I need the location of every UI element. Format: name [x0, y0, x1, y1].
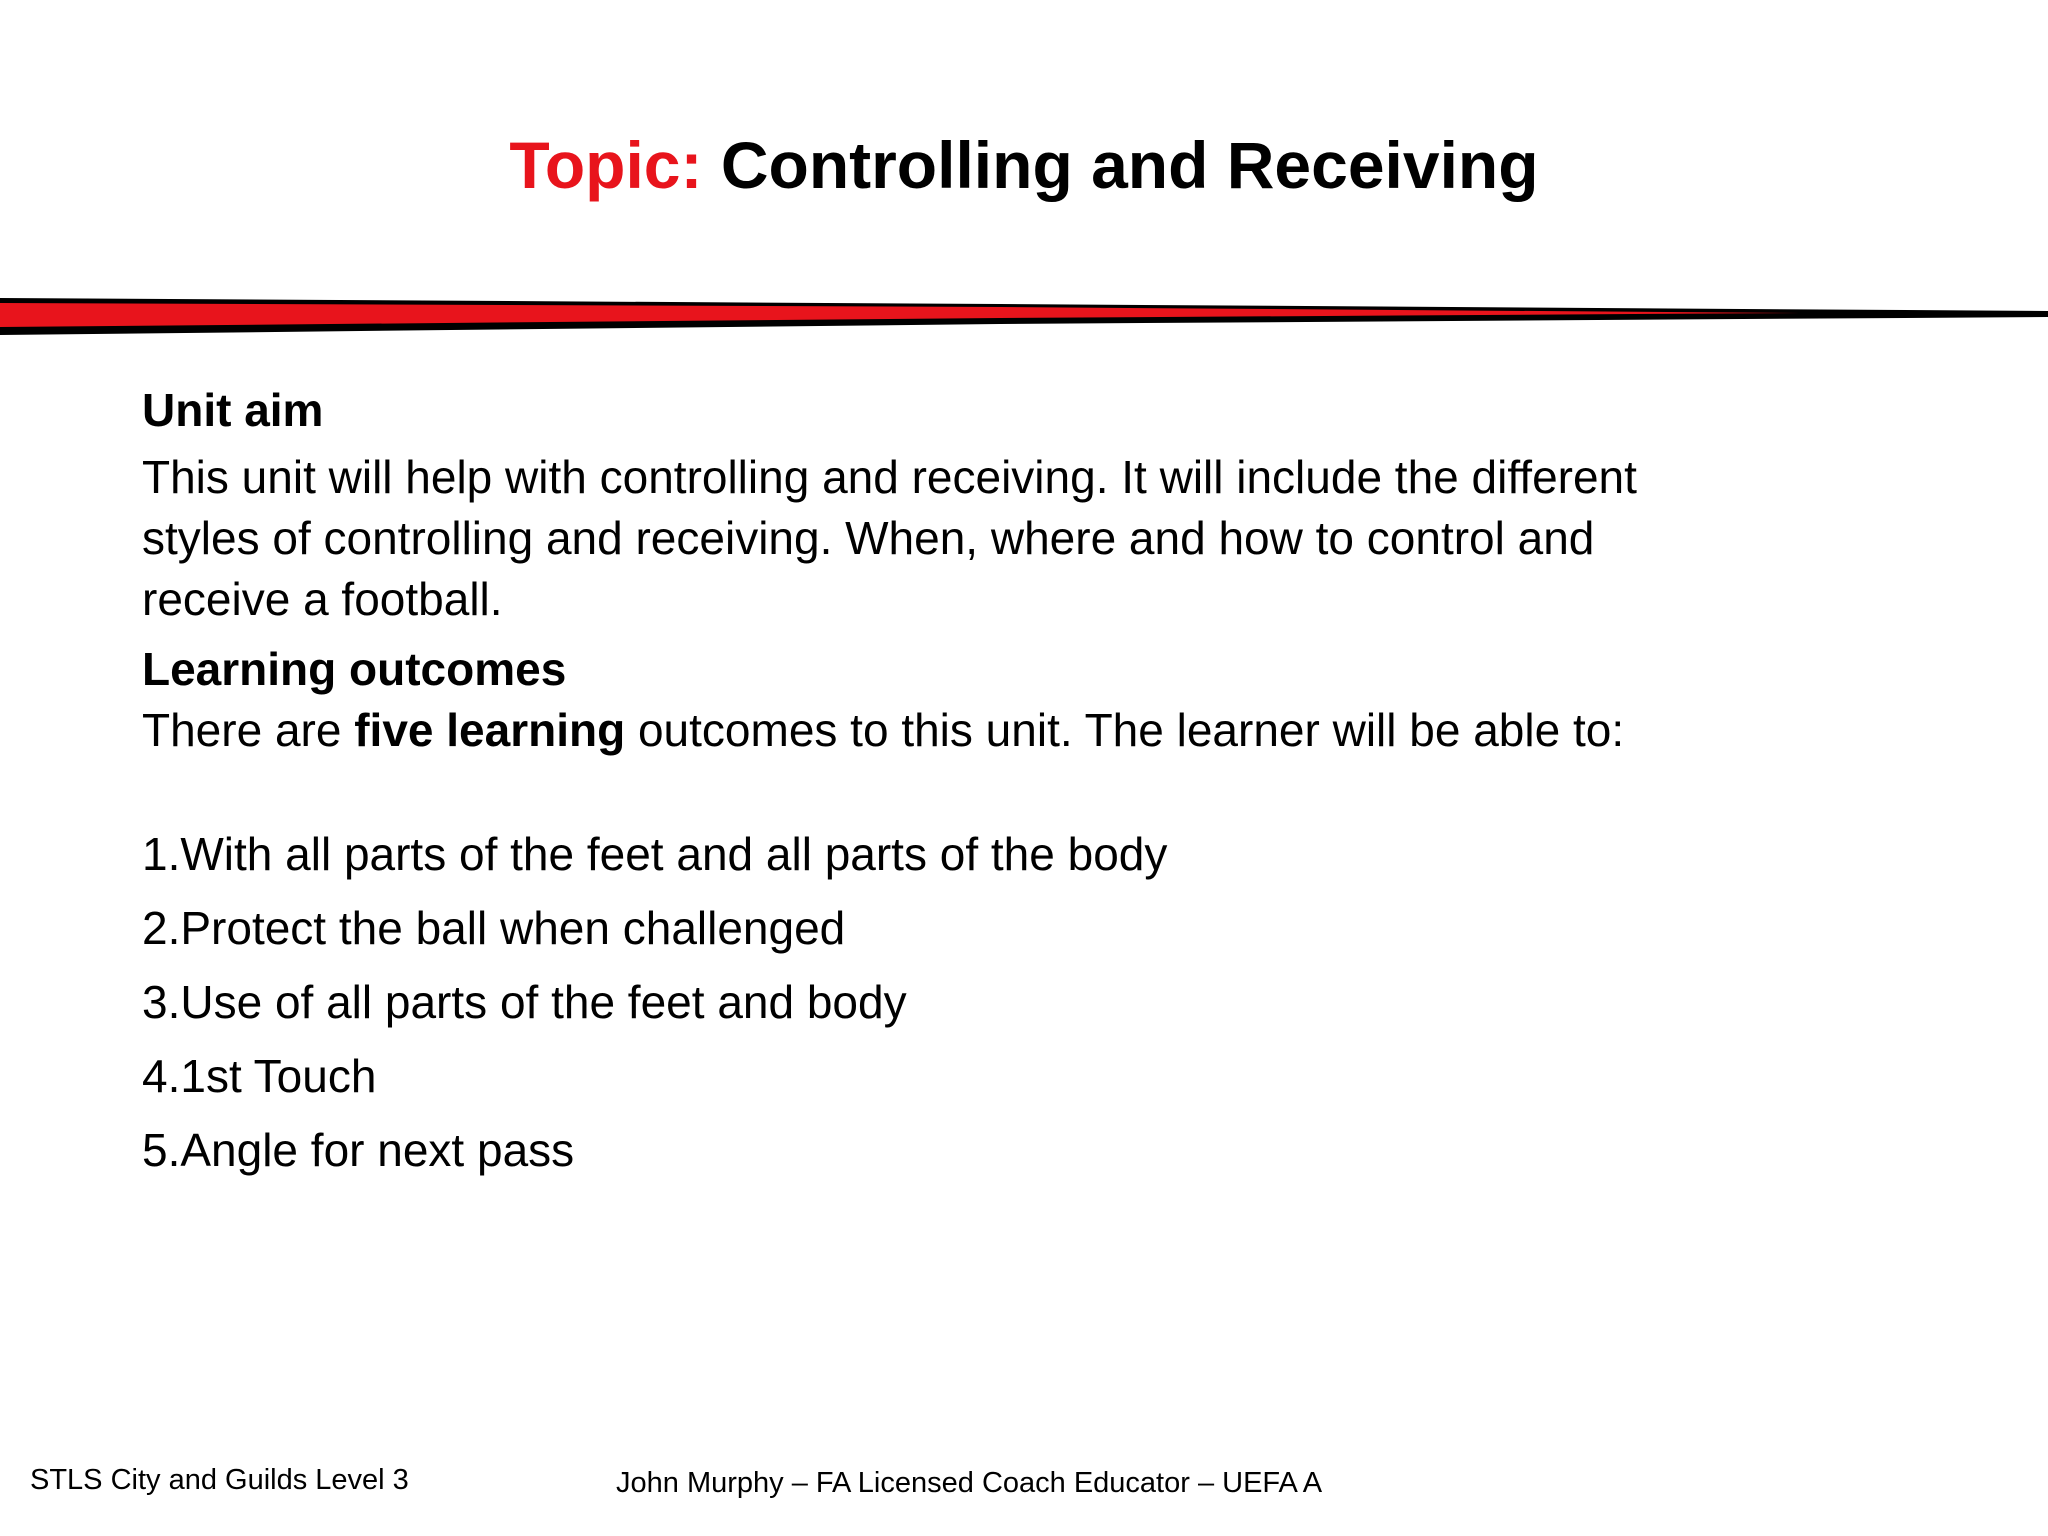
unit-aim-heading: Unit aim: [142, 384, 324, 436]
learning-outcomes-intro: [142, 700, 1742, 761]
list-item: 5.Angle for next pass: [142, 1124, 575, 1176]
intro-text-before: There are: [142, 704, 355, 756]
slide-title: [0, 120, 2048, 210]
slide-content: [142, 375, 1902, 1187]
intro-text-bold: five learning: [354, 704, 626, 756]
list-item: 3.Use of all parts of the feet and body: [142, 976, 907, 1028]
list-item: 4.1st Touch: [142, 1050, 377, 1102]
list-item: 1.With all parts of the feet and all parts of the body: [142, 828, 1168, 880]
learning-outcomes-heading: Learning outcomes: [142, 643, 567, 695]
title-divider-swoosh: [0, 290, 2048, 340]
learning-outcomes-list: [142, 817, 1902, 1187]
title-main: Controlling and Receiving: [720, 128, 1539, 202]
list-item: 2.Protect the ball when challenged: [142, 902, 846, 954]
footer-course: STLS City and Guilds Level 3: [30, 1464, 409, 1496]
title-prefix: Topic:: [509, 128, 703, 202]
unit-aim-text: This unit will help with controlling and receiving. It will include the different styles of controlling and receiving. When, where and how to control and receive a football.: [142, 451, 1637, 625]
footer-author: John Murphy – FA Licensed Coach Educator – UEFA A: [616, 1467, 1323, 1499]
intro-text-after: outcomes to this unit. The learner will be able to:: [625, 704, 1625, 756]
